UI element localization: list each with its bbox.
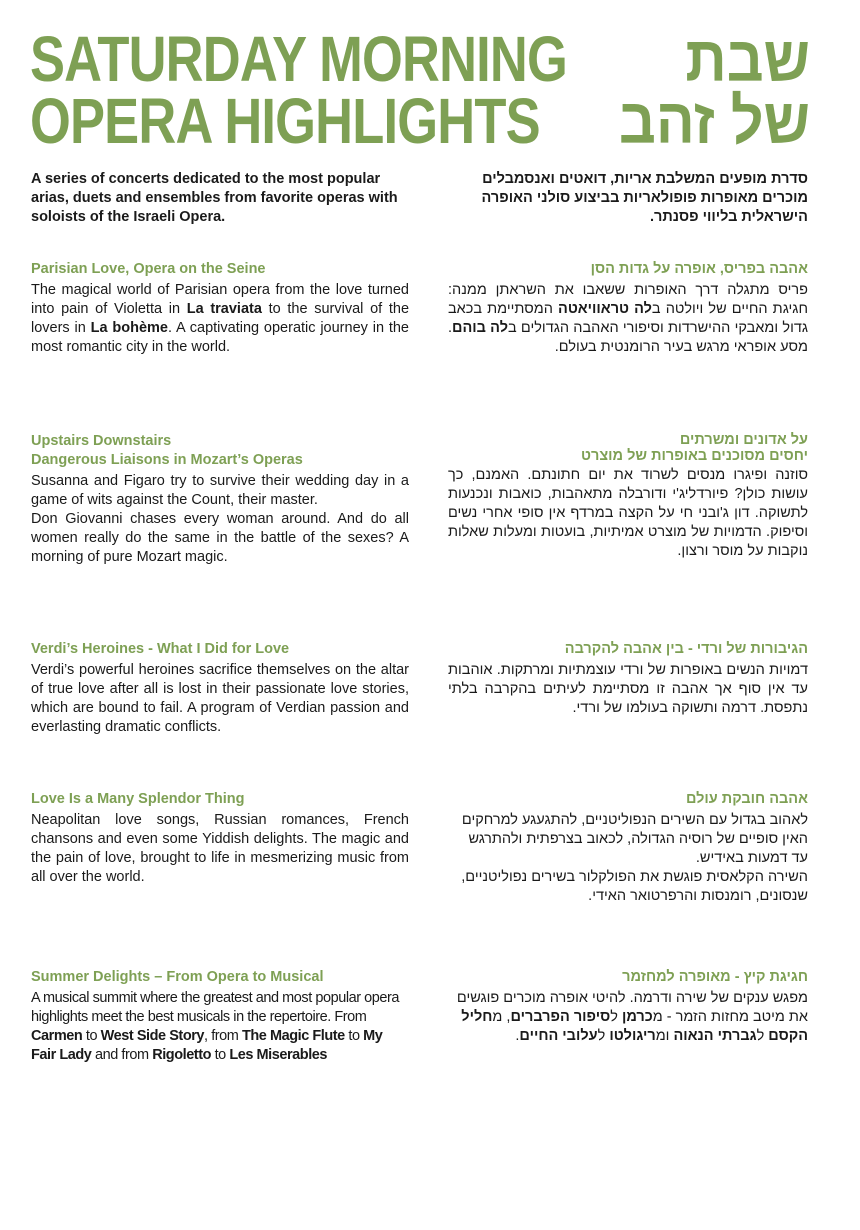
concert-description-en: The magical world of Parisian opera from the love turned into pain of Violetta in La traviata to the survival of the lovers in La bohème. A captivating operatic journey in the most romantic city in the world. [31, 282, 410, 355]
concert-title-line: הגיבורות של ורדי - בין אהבה להקרבה [564, 641, 808, 657]
concert-date: 12.5.18 [396, 762, 444, 778]
page-title-english [30, 23, 567, 157]
highlighted-title: La traviata [186, 301, 262, 317]
highlighted-title: ריגולטו [609, 1028, 656, 1044]
concert-description-he: מפגש ענקים של שירה ודרמה. להיטי אופרה מוכרים פוגשים את מיטב מחזות הזמר - מכרמן לסיפור הפרברים, מחליל הקסם לגברתי הנאוה ומריגולטו לעלובי החיים. [456, 990, 808, 1044]
intro-hebrew: סדרת מופעים המשלבת אריות, דואטים ואנסמבלים מוכרים מאופרות פופולאריות בביצוע סולני האופרה הישראלית בליווי פסנתר. [481, 171, 808, 225]
concert-date: 25.11.17 [393, 232, 447, 248]
concert-subtitle-line: יחסים מסוכנים באופרות של מוצרט [580, 448, 808, 464]
concert-he [448, 790, 808, 906]
highlighted-title: West Side Story [100, 1028, 205, 1044]
concert-he [448, 640, 808, 718]
title-line-2: OPERA HIGHLIGHTS [30, 85, 540, 157]
highlighted-title: לה בוהם [452, 320, 508, 336]
title-he-line-2: של זהב [619, 85, 810, 157]
concert-title-en [31, 790, 409, 809]
concert-description-he: פריס מתגלה דרך האופרות ששאבו את השראתן ממנה: חגיגת החיים של ויולטה בלה טראוויאטה המסתיימת בכאב גדול ומאבקי ההישרדות וסיפורי האהבה הגדולים בלה בוהם. מסע אופראי מרגש בעיר הרומנטית בעולם. [448, 282, 808, 355]
concert-he [448, 432, 808, 561]
concert-description-he: לאהוב בגדול עם השירים הנפוליטניים, להתגעגע למרחקים האין סופיים של רוסיה הגדולה, לכאוב בצרפתית ולהתרגש עד דמעות באידיש. השירה הקלאסית פוגשת את הפולקלור בשירים נפוליטניים, שנסונים, רומנסות והרפרטואר האידי. [461, 812, 808, 904]
highlighted-title: The Magic Flute [241, 1028, 345, 1044]
concert-title-line: חגיגת קיץ - מאופרה למחזמר [622, 969, 808, 985]
concert-date: 14.7.18 [396, 940, 444, 956]
concert-description-en: Verdi’s powerful heroines sacrifice themselves on the altar of true love after all is lost in their passionate love stories, which are bound to fail. A program of Verdian passion and everlasting dramatic conflicts. [31, 662, 409, 735]
highlighted-title: גברתי הנאוה [673, 1028, 757, 1044]
concert-title-en [31, 640, 409, 659]
concert-en [31, 432, 409, 567]
highlighted-title: עלובי החיים [519, 1028, 598, 1044]
highlighted-title: Rigoletto [152, 1047, 211, 1063]
concert-title-line: אהבה חובקת עולם [685, 791, 808, 807]
concert-date: 6.1.18 [400, 404, 440, 420]
concert-title-he [448, 260, 808, 279]
concert-title-line: Summer Delights – From Opera to Musical [31, 969, 324, 985]
concert-title-en [31, 968, 409, 987]
concert-description-he: סוזנה ופיגרו מנסים לשרוד את יום חתונתם. האמנם, כך עושות כולן? פיורדליג'י ודורבלה מתאהבות, כואבות ונכנעות לתשוקה. דון ג'ובני חי על הקצה במרדף אין סופי אחרי נשים וסיפוק. הדמויות של מוצרט אמיתיות, בועטות ומעלות שאלות נוקבות על מוסר ורצון. [448, 467, 808, 559]
concert-title-line: Parisian Love, Opera on the Seine [31, 261, 266, 277]
concert-en [31, 968, 409, 1065]
concert-description-en: Susanna and Figaro try to survive their wedding day in a game of wits against the Count, their master. Don Giovanni chases every woman around. And do all women really do the same in the battle of the sexes? A morning of pure Mozart magic. [31, 473, 409, 565]
highlighted-title: לה טראוויאטה [558, 301, 652, 317]
highlighted-title: כרמן [621, 1009, 653, 1025]
concert-description-en: Neapolitan love songs, Russian romances, French chansons and even some Yiddish delights. The magic and the pain of love, brought to life in mesmerizing music from all over the world. [31, 812, 409, 885]
page-title-hebrew [576, 23, 810, 157]
concert-en [31, 790, 409, 887]
concert-description-en: A musical summit where the greatest and most popular opera highlights meet the best musicals in the repertoire. From Carmen to West Side Story, from The Magic Flute to My Fair Lady and from Rigoletto to Les Miserables [31, 990, 400, 1063]
concert-title-en [31, 432, 409, 470]
highlighted-title: Carmen [31, 1028, 83, 1044]
highlighted-title: סיפור הפרברים [510, 1009, 611, 1025]
concert-he [448, 968, 808, 1046]
concert-en [31, 260, 409, 357]
concert-title-line: על אדונים ומשרתים [679, 432, 808, 448]
concert-title-line: Upstairs Downstairs [31, 433, 172, 449]
concert-title-he [448, 432, 808, 464]
concert-description-he: דמויות הנשים באופרות של ורדי עוצמתיות ומרתקות. אוהבות עד אין סוף אך אהבה זו מסתיימת לעיתים בהקרבה בלתי נתפסת. דרמה ותשוקה בעולמו של ורדי. [448, 662, 808, 716]
concert-title-line: Verdi’s Heroines - What I Did for Love [31, 641, 290, 657]
concert-title-he [448, 790, 808, 809]
concert-title-line: אהבה בפריס, אופרה על גדות הסן [590, 261, 808, 277]
concert-date: 17.3.18 [396, 612, 444, 628]
concert-en [31, 640, 409, 737]
highlighted-title: La bohème [90, 320, 168, 336]
concert-title-en [31, 260, 409, 279]
intro-english: A series of concerts dedicated to the most popular arias, duets and ensembles from favorite operas with soloists of the Israeli Opera. [31, 171, 398, 225]
highlighted-title: Les Miserables [229, 1047, 328, 1063]
concert-subtitle-line: Dangerous Liaisons in Mozart’s Operas [31, 452, 303, 468]
concert-title-he [448, 640, 808, 659]
page-number: 42 [817, 1132, 832, 1147]
concert-title-he [448, 968, 808, 987]
title-line-1: SATURDAY MORNING [30, 23, 567, 95]
concert-title-line: Love Is a Many Splendor Thing [31, 791, 245, 807]
highlighted-title: My Fair Lady [31, 1028, 383, 1063]
title-he-line-1: שבת [685, 23, 810, 95]
concert-he [448, 260, 808, 357]
highlighted-title: חליל הקסם [461, 1009, 808, 1044]
